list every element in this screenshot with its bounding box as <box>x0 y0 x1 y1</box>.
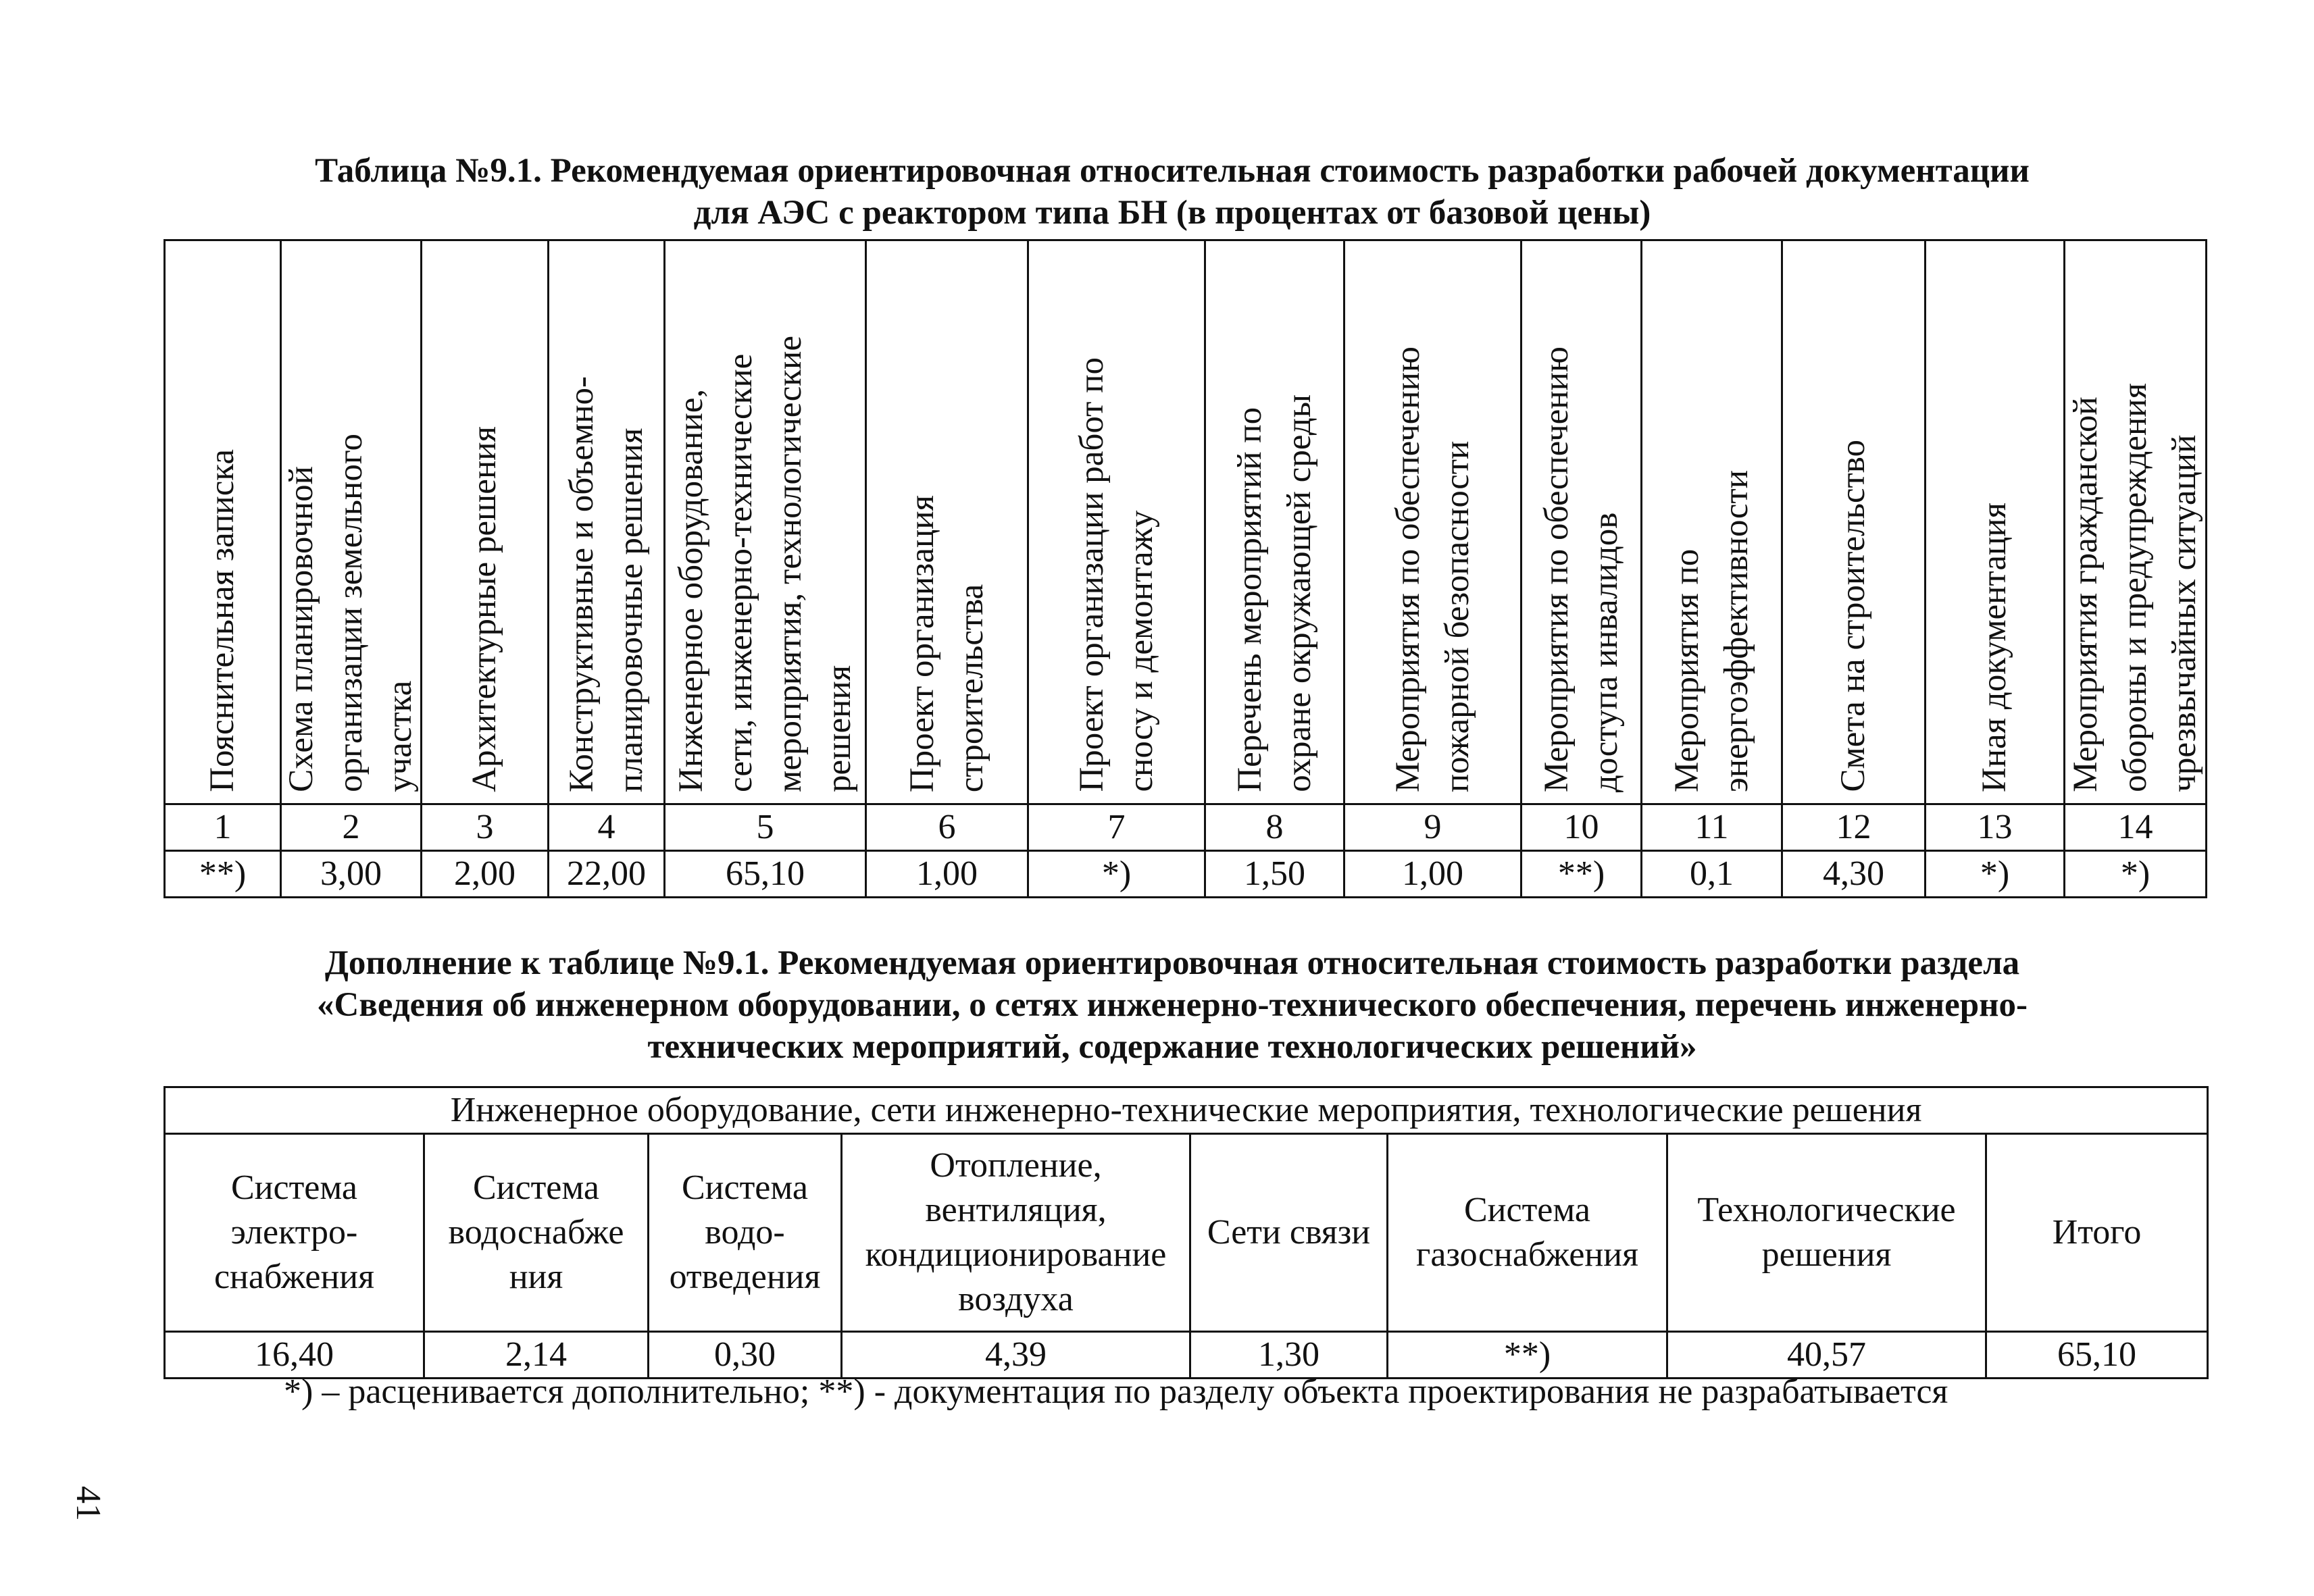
column-header-line: Система <box>472 1168 600 1207</box>
cost-value: 0,30 <box>649 1332 842 1379</box>
cost-value: 65,10 <box>665 851 866 898</box>
column-header-line: сносу и демонтажу <box>1122 511 1160 792</box>
column-header <box>1926 240 2065 804</box>
column-header-line: организации земельного <box>332 434 370 792</box>
column-header <box>1782 240 1926 804</box>
cost-value: 0,1 <box>1642 851 1782 898</box>
title-line: для АЭС с реактором типа БН (в процентах от базовой цены) <box>693 194 1651 232</box>
column-header-line: водо- <box>705 1213 785 1252</box>
column-header <box>1205 240 1344 804</box>
table1-title <box>162 150 2182 234</box>
column-header <box>1642 240 1782 804</box>
column-header <box>1388 1134 1667 1332</box>
cost-value: 4,39 <box>842 1332 1190 1379</box>
column-header-line: Сети связи <box>1207 1213 1371 1252</box>
column-header <box>165 1134 424 1332</box>
column-header <box>1344 240 1521 804</box>
cost-table-main <box>164 239 2207 898</box>
column-header-line: Мероприятия по обеспечению <box>1388 346 1427 792</box>
column-number: 1 <box>165 804 281 851</box>
column-header-line: планировочные решения <box>611 428 650 792</box>
column-header-line: Система <box>230 1168 358 1207</box>
column-number: 8 <box>1205 804 1344 851</box>
column-header-line: решения <box>1761 1235 1892 1274</box>
column-header-line: Технологические <box>1697 1191 1956 1229</box>
column-number: 6 <box>866 804 1028 851</box>
cost-table-supplement <box>164 1086 2209 1379</box>
title-line: технических мероприятий, содержание технологических решений» <box>647 1028 1697 1066</box>
column-header-line: вентиляция, <box>925 1191 1107 1229</box>
column-number: 12 <box>1782 804 1926 851</box>
column-header <box>424 1134 649 1332</box>
table2-title <box>162 942 2182 1068</box>
cost-value: 3,00 <box>281 851 422 898</box>
column-header <box>665 240 866 804</box>
column-header-line: строительства <box>952 584 990 792</box>
column-header-line: мероприятия, технологические <box>770 336 809 792</box>
column-header <box>1521 240 1642 804</box>
column-header <box>549 240 665 804</box>
column-number: 5 <box>665 804 866 851</box>
title-line: Дополнение к таблице №9.1. Рекомендуемая ориентировочная относительная стоимость разработки раздела <box>324 944 2020 982</box>
column-number: 14 <box>2065 804 2207 851</box>
column-header-line: решения <box>820 665 858 792</box>
column-header-line: обороны и предупреждения <box>2116 383 2154 792</box>
column-header-line: Конструктивные и объемно- <box>562 376 601 792</box>
table2-header-row <box>165 1134 2208 1332</box>
column-header-line: водоснабже <box>448 1213 624 1252</box>
title-line: «Сведения об инженерном оборудовании, о сетях инженерно-технического обеспечения, перечень инженерно- <box>317 986 2028 1024</box>
column-header-line: снабжения <box>213 1258 375 1296</box>
cost-value: 4,30 <box>1782 851 1926 898</box>
cost-value: **) <box>1388 1332 1667 1379</box>
column-header-line: Перечень мероприятий по <box>1230 407 1269 792</box>
cost-value: 1,30 <box>1190 1332 1388 1379</box>
title-line: Таблица №9.1. Рекомендуемая ориентировочная относительная стоимость разработки рабочей документации <box>315 152 2030 190</box>
column-header <box>842 1134 1190 1332</box>
column-header <box>1667 1134 1986 1332</box>
cost-value: 2,14 <box>424 1332 649 1379</box>
cost-value: 22,00 <box>549 851 665 898</box>
column-number: 9 <box>1344 804 1521 851</box>
cost-value: *) <box>1926 851 2065 898</box>
column-header <box>1190 1134 1388 1332</box>
cost-value: *) <box>2065 851 2207 898</box>
column-header-line: Смета на строительство <box>1834 440 1872 792</box>
column-header <box>165 240 281 804</box>
cost-value: 65,10 <box>1986 1332 2208 1379</box>
column-number: 11 <box>1642 804 1782 851</box>
table2-group-header: Инженерное оборудование, сети инженерно-технические мероприятия, технологические решения <box>165 1087 2208 1134</box>
column-header-line: отведения <box>669 1258 821 1296</box>
cost-value: 1,50 <box>1205 851 1344 898</box>
column-header <box>281 240 422 804</box>
column-header-line: кондиционирование <box>865 1235 1167 1274</box>
cost-value: **) <box>165 851 281 898</box>
cost-value: **) <box>1521 851 1642 898</box>
cost-value: 40,57 <box>1667 1332 1986 1379</box>
column-header-line: Архитектурные решения <box>466 426 503 792</box>
column-number: 13 <box>1926 804 2065 851</box>
column-header-line: сети, инженерно-технические <box>721 353 759 792</box>
column-header-line: газоснабжения <box>1416 1235 1638 1274</box>
table1-value-row <box>165 851 2207 898</box>
column-number: 3 <box>422 804 549 851</box>
column-header-line: пожарной безопасности <box>1438 440 1476 792</box>
column-header <box>422 240 549 804</box>
column-header-line: Мероприятия по <box>1667 548 1706 792</box>
cost-value: 16,40 <box>165 1332 424 1379</box>
column-header-line: Мероприятия по обеспечению <box>1537 346 1576 792</box>
column-header-line: Инженерное оборудование, <box>672 388 710 792</box>
column-header <box>649 1134 842 1332</box>
footnote: *) – расценивается дополнительно; **) - документация по разделу объекта проектирования не разрабатывается <box>284 1372 1948 1411</box>
table1-number-row <box>165 804 2207 851</box>
column-header-line: энергоэффективности <box>1717 469 1755 792</box>
column-header-line: ния <box>509 1258 563 1296</box>
cost-value: *) <box>1028 851 1205 898</box>
column-header-line: воздуха <box>958 1280 1074 1318</box>
table1-header-row <box>165 240 2207 804</box>
column-header-line: Система <box>1463 1191 1591 1229</box>
column-number: 7 <box>1028 804 1205 851</box>
column-header-line: Иная документация <box>1976 502 2013 792</box>
column-number: 10 <box>1521 804 1642 851</box>
column-header-line: электро- <box>230 1213 358 1252</box>
column-number: 2 <box>281 804 422 851</box>
column-header-line: Итого <box>2052 1213 2142 1252</box>
column-header <box>1986 1134 2208 1332</box>
column-header-line: Пояснительная записка <box>203 449 241 792</box>
column-header-line: охране окружающей среды <box>1280 394 1318 792</box>
column-number: 4 <box>549 804 665 851</box>
column-header <box>1028 240 1205 804</box>
column-header <box>2065 240 2207 804</box>
cost-value: 2,00 <box>422 851 549 898</box>
column-header <box>866 240 1028 804</box>
column-header-line: доступа инвалидов <box>1586 512 1625 792</box>
column-header-line: участка <box>381 680 419 792</box>
column-header-line: Проект организации работ по <box>1072 357 1111 792</box>
table2-group-header-row <box>165 1087 2208 1134</box>
column-header-line: чрезвычайных ситуаций <box>2165 434 2203 792</box>
cost-value: 1,00 <box>1344 851 1521 898</box>
column-header-line: Схема планировочной <box>282 466 320 792</box>
page-number: 41 <box>69 1486 107 1521</box>
column-header-line: Проект организация <box>903 494 941 792</box>
column-header-line: Мероприятия гражданской <box>2067 396 2105 792</box>
cost-value: 1,00 <box>866 851 1028 898</box>
column-header-line: Система <box>681 1168 809 1207</box>
column-header-line: Отопление, <box>930 1146 1102 1185</box>
